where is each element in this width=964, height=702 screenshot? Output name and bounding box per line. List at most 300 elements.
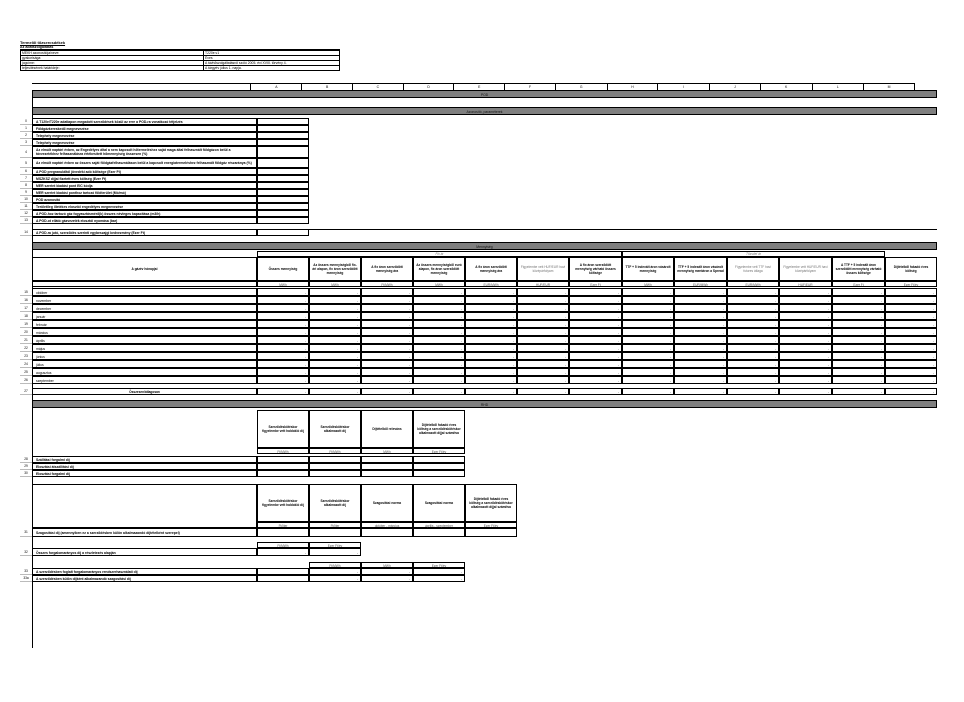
row-number: 20: [20, 328, 32, 336]
month-value-cell[interactable]: -: [257, 344, 309, 352]
month-value-cell[interactable]: -: [727, 352, 779, 360]
month-value-cell[interactable]: -: [727, 328, 779, 336]
row33-blank-cell[interactable]: [257, 575, 309, 582]
month-value-cell[interactable]: -: [674, 368, 727, 376]
monthly-col-unit: MWh: [257, 281, 309, 287]
monthly-col-header: A fix áron szerződött mennyiség várható összes költsége: [569, 257, 622, 281]
month-value-cell[interactable]: -: [465, 376, 517, 384]
column-header-i[interactable]: I: [658, 84, 710, 90]
month-value-cell[interactable]: -: [361, 304, 413, 312]
metadata-value[interactable]: T220e.v1: [204, 51, 340, 56]
row32-value-cell[interactable]: -: [309, 548, 361, 556]
month-value-cell[interactable]: -: [727, 344, 779, 352]
month-value-cell[interactable]: -: [727, 360, 779, 368]
row-number: 21: [20, 336, 32, 344]
total-value-cell[interactable]: -: [465, 388, 517, 395]
month-value-cell[interactable]: -: [832, 288, 885, 296]
month-value-cell[interactable]: -: [832, 360, 885, 368]
row33-value-cell[interactable]: -: [309, 568, 361, 575]
month-value-cell[interactable]: -: [674, 304, 727, 312]
month-value-cell[interactable]: -: [517, 344, 569, 352]
month-value-cell[interactable]: -: [569, 304, 622, 312]
month-value-cell[interactable]: -: [779, 336, 832, 344]
month-value-cell[interactable]: -: [517, 304, 569, 312]
month-value-cell[interactable]: -: [674, 288, 727, 296]
row-number: 12: [20, 210, 32, 217]
month-value-cell[interactable]: -: [779, 352, 832, 360]
month-value-cell[interactable]: -: [727, 296, 779, 304]
row-number: 30: [20, 470, 32, 477]
month-value-cell[interactable]: -: [517, 320, 569, 328]
month-value-cell[interactable]: -: [517, 352, 569, 360]
month-value-cell[interactable]: -: [727, 304, 779, 312]
month-value-cell[interactable]: -: [674, 336, 727, 344]
month-value-cell[interactable]: -: [779, 320, 832, 328]
month-value-cell[interactable]: -: [413, 344, 465, 352]
month-value-cell[interactable]: -: [413, 360, 465, 368]
column-header-e[interactable]: E: [454, 84, 505, 90]
month-value-cell[interactable]: -: [257, 376, 309, 384]
month-value-cell[interactable]: -: [257, 328, 309, 336]
rhd-col-header: Szerződéskötéskor figyelembe vett haldokló díj: [257, 410, 309, 448]
rhd-value-cell[interactable]: [413, 456, 465, 463]
month-value-cell[interactable]: -: [361, 360, 413, 368]
row-number: 17: [20, 304, 32, 312]
month-value-cell[interactable]: -: [569, 328, 622, 336]
month-value-cell[interactable]: -: [779, 288, 832, 296]
total-value-cell[interactable]: -: [779, 388, 832, 395]
month-value-cell[interactable]: -: [361, 288, 413, 296]
month-value-cell[interactable]: -: [832, 312, 885, 320]
szag-col-unit: április - szeptember: [413, 522, 465, 528]
metadata-value[interactable]: A távhőszolgáltatásról szóló 2005. évi XVIII. törvény 4.: [204, 61, 340, 66]
month-label: október: [32, 288, 257, 296]
month-value-cell[interactable]: -: [622, 352, 674, 360]
band-rhd: RHD: [32, 400, 937, 408]
monthly-col-unit: MWh: [413, 281, 465, 287]
monthly-col-unit: EUR/MWh: [465, 281, 517, 287]
szag-value-cell[interactable]: [413, 528, 465, 537]
sheet-subtitle: Az adatszolgáltatás: [20, 45, 340, 50]
row33-blank-cell[interactable]: [257, 568, 309, 575]
monthly-col-unit: Ft/MWh: [361, 281, 413, 287]
param-input-cell[interactable]: [257, 146, 309, 158]
monthly-col-header: Az összes mennyiségből euró alapon, fix áron szerződött mennyiség: [413, 257, 465, 281]
month-value-cell[interactable]: -: [622, 368, 674, 376]
total-value-cell[interactable]: -: [309, 388, 361, 395]
month-value-cell[interactable]: -: [622, 312, 674, 320]
month-value-cell[interactable]: -: [832, 376, 885, 384]
param-input-cell[interactable]: [257, 139, 309, 146]
column-header-c[interactable]: C: [353, 84, 404, 90]
month-value-cell[interactable]: -: [309, 320, 361, 328]
month-value-cell[interactable]: -: [309, 344, 361, 352]
szag-col-unit: Ft/liter: [257, 522, 309, 528]
metadata-value[interactable]: Éves: [204, 56, 340, 61]
row-number: 13: [20, 217, 32, 224]
month-value-cell[interactable]: -: [257, 360, 309, 368]
month-value-cell[interactable]: -: [309, 360, 361, 368]
month-value-cell[interactable]: -: [413, 304, 465, 312]
param-input-cell[interactable]: [257, 168, 309, 175]
rhd-value-cell[interactable]: [413, 470, 465, 477]
month-value-cell[interactable]: -: [569, 344, 622, 352]
month-value-cell[interactable]: -: [517, 328, 569, 336]
rhd-row-label: Elosztási átszállítási díj: [32, 463, 257, 470]
month-value-cell[interactable]: -: [622, 360, 674, 368]
row-number: 18: [20, 312, 32, 320]
month-value-cell[interactable]: -: [309, 328, 361, 336]
monthly-col-header: Figyelembe vett HUF/EUR havi középárfolyam: [779, 257, 832, 281]
month-value-cell[interactable]: -: [727, 312, 779, 320]
param-label: Az elmúlt naptári évben, az Engedélyes által a nem kapcsolt hőtermeléshez saját maga által felhasznált földgázon belül a távvezetékhez felhasználásra értékesített hőmennyiség összesen (%): [32, 146, 257, 158]
month-value-cell[interactable]: -: [257, 296, 309, 304]
total-value-cell[interactable]: -: [674, 388, 727, 395]
month-value-cell[interactable]: -: [727, 376, 779, 384]
rhd-value-cell[interactable]: [361, 470, 413, 477]
month-value-cell[interactable]: -: [257, 336, 309, 344]
month-value-cell[interactable]: -: [569, 296, 622, 304]
column-header-k[interactable]: K: [761, 84, 813, 90]
total-value-cell[interactable]: -: [885, 388, 937, 395]
month-value-cell[interactable]: -: [622, 288, 674, 296]
column-header-g[interactable]: G: [556, 84, 608, 90]
szag-value-cell[interactable]: [361, 528, 413, 537]
param-label: MSZKSZ díjjal fizetett éves költség (Ezer Ft): [32, 175, 257, 182]
month-label: február: [32, 320, 257, 328]
month-value-cell[interactable]: -: [674, 320, 727, 328]
month-value-cell[interactable]: -: [779, 368, 832, 376]
month-value-cell[interactable]: -: [569, 336, 622, 344]
month-value-cell[interactable]: -: [727, 368, 779, 376]
month-value-cell[interactable]: -: [361, 352, 413, 360]
row33-value-cell[interactable]: -: [413, 575, 465, 582]
month-value-cell[interactable]: -: [885, 288, 937, 296]
month-value-cell[interactable]: -: [622, 304, 674, 312]
month-value-cell[interactable]: -: [674, 344, 727, 352]
month-value-cell[interactable]: -: [832, 296, 885, 304]
monthly-col-header: Az összes mennyiségből fix-ári alapon, fix áron szerződött mennyiség: [309, 257, 361, 281]
row-number: 3: [20, 139, 32, 146]
param-input-cell[interactable]: [257, 189, 309, 196]
row-divider: [309, 229, 937, 230]
month-value-cell[interactable]: -: [465, 304, 517, 312]
row-number: 25: [20, 368, 32, 376]
month-value-cell[interactable]: -: [622, 336, 674, 344]
szag-value-cell[interactable]: [257, 528, 309, 537]
param-input-cell[interactable]: [257, 210, 309, 217]
month-value-cell[interactable]: -: [517, 312, 569, 320]
month-value-cell[interactable]: -: [674, 376, 727, 384]
month-value-cell[interactable]: -: [465, 320, 517, 328]
metadata-key: jogcíme:: [21, 61, 204, 66]
month-value-cell[interactable]: -: [674, 328, 727, 336]
month-value-cell[interactable]: -: [622, 320, 674, 328]
szag-label-blank: [32, 484, 257, 528]
column-header-b[interactable]: B: [302, 84, 353, 90]
month-value-cell[interactable]: -: [832, 304, 885, 312]
param-label: A POD-ot ellátó gázvezeték elosztói nyomása (bar): [32, 217, 257, 224]
rhd-col-header: Díjtételből fakadó éves költség a szerződéskötéskor alkalmazott díjjal számítva: [413, 410, 465, 448]
month-value-cell[interactable]: -: [727, 336, 779, 344]
month-value-cell[interactable]: -: [517, 336, 569, 344]
month-value-cell[interactable]: -: [413, 368, 465, 376]
row-number: 33: [20, 568, 32, 575]
month-value-cell[interactable]: -: [622, 328, 674, 336]
szag-value-cell[interactable]: [465, 528, 517, 537]
monthly-col-header: A fix áron szerződött mennyiség ára: [465, 257, 517, 281]
row-number: 14: [20, 229, 32, 236]
szag-value-cell[interactable]: [309, 528, 361, 537]
month-value-cell[interactable]: -: [779, 344, 832, 352]
monthly-col-unit: MWh: [622, 281, 674, 287]
month-value-cell[interactable]: -: [257, 288, 309, 296]
param-input-cell[interactable]: [257, 175, 309, 182]
column-header-m[interactable]: M: [864, 84, 915, 90]
sheet-metadata: [20, 40, 340, 71]
month-label: augusztus: [32, 368, 257, 376]
month-value-cell[interactable]: -: [361, 296, 413, 304]
param-input-cell[interactable]: [257, 229, 309, 236]
rhd-row-label: Szállítási forgalmi díj: [32, 456, 257, 463]
month-value-cell[interactable]: -: [413, 336, 465, 344]
month-value-cell[interactable]: -: [832, 320, 885, 328]
month-value-cell[interactable]: -: [779, 360, 832, 368]
column-header-a[interactable]: A: [251, 84, 302, 90]
column-header-f[interactable]: F: [505, 84, 556, 90]
month-value-cell[interactable]: -: [885, 320, 937, 328]
rhd-value-cell[interactable]: [257, 456, 309, 463]
month-value-cell[interactable]: -: [517, 368, 569, 376]
row32-value-cell[interactable]: -: [257, 548, 309, 556]
monthly-col-header: Díjtételből fakadó éves költség: [885, 257, 937, 281]
month-value-cell[interactable]: -: [465, 296, 517, 304]
month-value-cell[interactable]: -: [309, 288, 361, 296]
month-value-cell[interactable]: -: [309, 352, 361, 360]
total-value-cell[interactable]: -: [517, 388, 569, 395]
rhd-value-cell[interactable]: [361, 463, 413, 470]
month-value-cell[interactable]: -: [361, 328, 413, 336]
month-label: július: [32, 360, 257, 368]
month-value-cell[interactable]: -: [465, 336, 517, 344]
row-number: 5: [20, 158, 32, 168]
row33-value-cell[interactable]: -: [413, 568, 465, 575]
row33-unit: Ezer Ft/év: [413, 562, 465, 568]
month-value-cell[interactable]: -: [465, 312, 517, 320]
month-value-cell[interactable]: -: [465, 288, 517, 296]
month-value-cell[interactable]: -: [309, 368, 361, 376]
param-input-cell[interactable]: [257, 125, 309, 132]
column-header-d[interactable]: D: [404, 84, 455, 90]
months-group-label: A gázév hónapjai: [32, 257, 257, 281]
month-value-cell[interactable]: -: [413, 328, 465, 336]
month-value-cell[interactable]: -: [413, 320, 465, 328]
param-label: Teröletileg illetékes elosztói engedélyes megnevezése: [32, 203, 257, 210]
month-value-cell[interactable]: -: [885, 352, 937, 360]
rhd-col-unit: Ft/MWh: [309, 448, 361, 454]
month-value-cell[interactable]: -: [517, 360, 569, 368]
rhd-value-cell[interactable]: [309, 470, 361, 477]
month-value-cell[interactable]: -: [779, 376, 832, 384]
month-value-cell[interactable]: -: [361, 376, 413, 384]
monthly-col-unit: HUF/EUR: [517, 281, 569, 287]
month-value-cell[interactable]: -: [309, 312, 361, 320]
month-value-cell[interactable]: -: [361, 344, 413, 352]
szag-col-header: Szerződéskötéskor figyelembe vett haldokló díj: [257, 484, 309, 522]
month-value-cell[interactable]: -: [465, 328, 517, 336]
month-value-cell[interactable]: -: [465, 368, 517, 376]
total-value-cell[interactable]: -: [832, 388, 885, 395]
rhd-col-header: Szerződéskötéskor alkalmazott díj: [309, 410, 361, 448]
month-value-cell[interactable]: -: [309, 304, 361, 312]
monthly-col-unit: Ezer Ft/év: [885, 281, 937, 287]
month-value-cell[interactable]: -: [413, 352, 465, 360]
month-value-cell[interactable]: -: [569, 288, 622, 296]
month-label: január: [32, 312, 257, 320]
month-value-cell[interactable]: -: [885, 304, 937, 312]
row32-unit: Ezer Ft/év: [309, 542, 361, 548]
month-value-cell[interactable]: -: [361, 336, 413, 344]
total-value-cell[interactable]: -: [413, 388, 465, 395]
month-value-cell[interactable]: -: [465, 352, 517, 360]
month-value-cell[interactable]: -: [569, 376, 622, 384]
month-value-cell[interactable]: -: [674, 312, 727, 320]
param-input-cell[interactable]: [257, 196, 309, 203]
month-value-cell[interactable]: -: [622, 296, 674, 304]
month-value-cell[interactable]: -: [413, 376, 465, 384]
param-input-cell[interactable]: [257, 132, 309, 139]
month-value-cell[interactable]: -: [361, 320, 413, 328]
month-value-cell[interactable]: -: [569, 360, 622, 368]
month-value-cell[interactable]: -: [257, 304, 309, 312]
rhd-col-unit: MWh: [361, 448, 413, 454]
group-fix-ar: Fix ár: [257, 251, 622, 257]
month-value-cell[interactable]: -: [885, 360, 937, 368]
month-value-cell[interactable]: -: [779, 312, 832, 320]
month-value-cell[interactable]: -: [622, 344, 674, 352]
column-header-l[interactable]: L: [813, 84, 865, 90]
month-value-cell[interactable]: -: [727, 320, 779, 328]
row33-unit: Ft/MWh: [309, 562, 361, 568]
month-value-cell[interactable]: -: [309, 336, 361, 344]
month-value-cell[interactable]: -: [517, 288, 569, 296]
total-value-cell[interactable]: -: [569, 388, 622, 395]
month-value-cell[interactable]: -: [832, 368, 885, 376]
metadata-value[interactable]: A tárgyév július 1. napja.: [204, 66, 340, 71]
param-label: Telephely megnevezése: [32, 139, 257, 146]
param-label: Telephely megnevezése: [32, 132, 257, 139]
metadata-key: gyakorisága:: [21, 56, 204, 61]
total-value-cell[interactable]: -: [361, 388, 413, 395]
month-value-cell[interactable]: -: [257, 352, 309, 360]
szag-col-header: Szerződéskötéskor alkalmazott díj: [309, 484, 361, 522]
column-header-j[interactable]: J: [710, 84, 761, 90]
month-value-cell[interactable]: -: [309, 296, 361, 304]
param-label: Földgázkereskedő megnevezése: [32, 125, 257, 132]
metadata-table: [20, 50, 340, 71]
month-value-cell[interactable]: -: [569, 368, 622, 376]
row33-value-cell[interactable]: -: [361, 568, 413, 575]
month-value-cell[interactable]: -: [885, 328, 937, 336]
month-value-cell[interactable]: -: [779, 296, 832, 304]
total-value-cell[interactable]: -: [257, 388, 309, 395]
month-value-cell[interactable]: -: [674, 296, 727, 304]
row-number: 32: [20, 548, 32, 556]
monthly-col-unit: Ezer Ft: [569, 281, 622, 287]
month-value-cell[interactable]: -: [569, 320, 622, 328]
row-number: 2: [20, 132, 32, 139]
month-value-cell[interactable]: -: [779, 328, 832, 336]
param-input-cell[interactable]: [257, 158, 309, 168]
month-value-cell[interactable]: -: [569, 312, 622, 320]
month-value-cell[interactable]: -: [885, 296, 937, 304]
month-label: március: [32, 328, 257, 336]
total-value-cell[interactable]: -: [622, 388, 674, 395]
param-input-cell[interactable]: [257, 118, 309, 125]
total-value-cell[interactable]: -: [727, 388, 779, 395]
month-value-cell[interactable]: -: [257, 312, 309, 320]
param-label: A POD-hoz tartozó gáz fogyasztásmérő(k) összes névleges kapacitása (m3/h): [32, 210, 257, 217]
month-value-cell[interactable]: -: [885, 336, 937, 344]
month-value-cell[interactable]: -: [885, 376, 937, 384]
month-value-cell[interactable]: -: [361, 312, 413, 320]
month-value-cell[interactable]: -: [674, 360, 727, 368]
month-value-cell[interactable]: -: [465, 344, 517, 352]
month-value-cell[interactable]: -: [885, 368, 937, 376]
month-value-cell[interactable]: -: [517, 376, 569, 384]
month-value-cell[interactable]: -: [309, 376, 361, 384]
month-value-cell[interactable]: -: [257, 320, 309, 328]
month-value-cell[interactable]: -: [569, 352, 622, 360]
param-input-cell[interactable]: [257, 203, 309, 210]
month-value-cell[interactable]: -: [885, 312, 937, 320]
rhd-value-cell[interactable]: [257, 470, 309, 477]
metadata-key: teljesítésének határideje:: [21, 66, 204, 71]
rhd-value-cell[interactable]: [309, 456, 361, 463]
row33-value-cell[interactable]: -: [361, 575, 413, 582]
units-label-blank: [32, 281, 257, 287]
month-value-cell[interactable]: -: [361, 368, 413, 376]
rhd-value-cell[interactable]: [361, 456, 413, 463]
month-value-cell[interactable]: -: [885, 344, 937, 352]
month-value-cell[interactable]: -: [832, 352, 885, 360]
szag-col-unit: Ft/liter: [309, 522, 361, 528]
param-label: A T120e/T220e adatlapon megadott szerződések közül az erre a POD-ra vonatkozó tétjelzés: [32, 118, 257, 125]
month-value-cell[interactable]: -: [779, 304, 832, 312]
month-value-cell[interactable]: -: [465, 360, 517, 368]
month-value-cell[interactable]: -: [832, 344, 885, 352]
month-value-cell[interactable]: -: [832, 328, 885, 336]
month-value-cell[interactable]: -: [727, 288, 779, 296]
param-input-cell[interactable]: [257, 217, 309, 224]
month-value-cell[interactable]: -: [517, 296, 569, 304]
month-value-cell[interactable]: -: [674, 352, 727, 360]
month-value-cell[interactable]: -: [622, 376, 674, 384]
column-header-h[interactable]: H: [608, 84, 659, 90]
rhd-value-cell[interactable]: [257, 463, 309, 470]
month-value-cell[interactable]: -: [413, 288, 465, 296]
rhd-value-cell[interactable]: [413, 463, 465, 470]
month-value-cell[interactable]: -: [413, 312, 465, 320]
month-value-cell[interactable]: -: [257, 368, 309, 376]
row-number: 24: [20, 360, 32, 368]
param-label: POD azonosító: [32, 196, 257, 203]
month-value-cell[interactable]: -: [832, 336, 885, 344]
row33-value-cell[interactable]: -: [309, 575, 361, 582]
month-value-cell[interactable]: -: [413, 296, 465, 304]
param-input-cell[interactable]: [257, 182, 309, 189]
rhd-value-cell[interactable]: [309, 463, 361, 470]
